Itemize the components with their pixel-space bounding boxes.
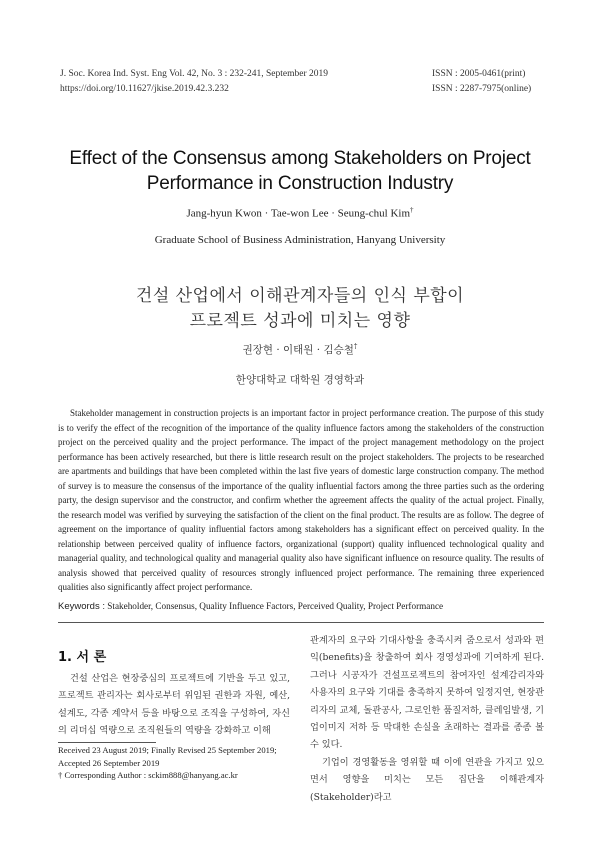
right-column-paragraph-1: 관계자의 요구와 기대사항을 충족시켜 줌으로서 성과와 편익(benefits)을 창출하여 회사 경영성과에 기여하게 된다. 그러나 시공자가 건설프로젝트의 참여자인 설계감리자와 사용자의 요구와 기대를 충족하지 못하여 일정지연, 현장관리자의 교체, 돌관공사, 그로인한 품질저하, 클레임발생, 기업이미지 저하 등 막대한 손실을 초래하는 결과를 종종 볼 수 있다. bbox=[310, 635, 544, 751]
right-column bbox=[310, 632, 544, 806]
corresponding-mark: † bbox=[410, 206, 414, 214]
journal-header bbox=[60, 67, 328, 97]
affiliation-korean: 한양대학교 대학원 경영학과 bbox=[235, 374, 365, 386]
section-divider bbox=[58, 622, 544, 623]
issn-online: ISSN : 2287-7975(online) bbox=[432, 84, 532, 94]
issn-block bbox=[432, 67, 542, 97]
footnote-divider bbox=[58, 742, 156, 743]
footnote-received: Received 23 August 2019; Finally Revised 25 September 2019; bbox=[58, 745, 277, 755]
authors-korean-names: 권장현 · 이태원 · 김승철 bbox=[242, 344, 354, 356]
corresponding-mark-korean: † bbox=[353, 342, 358, 351]
affiliation-english: Graduate School of Business Administration, Hanyang University bbox=[154, 234, 446, 246]
keywords-label: Keywords : bbox=[58, 601, 105, 612]
footnote-accepted: Accepted 26 September 2019 bbox=[58, 757, 160, 768]
title-korean-line-2: 프로젝트 성과에 미치는 영향 bbox=[189, 311, 411, 331]
title-english-line-2: Performance in Construction Industry bbox=[146, 173, 454, 194]
journal-citation: J. Soc. Korea Ind. Syst. Eng Vol. 42, No. 3 : 232-241, September 2019 bbox=[60, 69, 329, 79]
abstract: Stakeholder management in construction projects is an important factor in project performance creation. The purpose of this study is to verify the effect of the recognition of the importance of the quality influence factors among the stakeholders of the construction project on the perceived quality and the project performance. The impact of the project management methodology on the project performance has been actively researched, but there is little research result on the project stakeholders. The projects to be researched are apartments and buildings that have been completed within the last five years of domestic large construction company. The method of survey is to measure the consensus of the importance of the quality influential factors among the three parties such as the ordering party, the design supervisor and the constructor, and confirm whether the agreement affects the quality of the actual project. Finally, the research model was verified by surveying the satisfaction of the client on the final product. The results are as follow. The degree of agreement on the importance of quality influential factors among stakeholders has a significant effect on perceived quality. In the relationship between perceived quality of influence factors, organizational (support) quality influenced technological quality and managerial quality, and technological quality and managerial quality also have significant influence on resource quality. The results of analysis showed that perceived quality of resources strongly influenced project performance. The remaining three experienced qualities also significantly affect project performance. bbox=[58, 408, 544, 592]
left-column-paragraph: 건설 산업은 현장중심의 프로젝트에 기반을 두고 있고, 프로젝트 관리자는 회사로부터 위임된 권한과 자원, 예산, 설계도, 각종 계약서 등을 바탕으로 조직을 구성하여, 자신의 리더십 역량으로 조직원들의 역량을 강화하고 이해 bbox=[58, 673, 290, 737]
footnote-corresponding: † Corresponding Author : sckim888@hanyang.ac.kr bbox=[58, 770, 238, 780]
title-english bbox=[40, 146, 560, 196]
title-korean bbox=[40, 284, 560, 334]
keywords-list: Stakeholder, Consensus, Quality Influence Factors, Perceived Quality, Project Performance bbox=[107, 601, 444, 611]
authors-english-names: Jang-hyun Kwon · Tae-won Lee · Seung-chul Kim bbox=[186, 207, 411, 220]
left-column bbox=[58, 670, 290, 740]
keywords bbox=[58, 601, 544, 612]
title-korean-line-1: 건설 산업에서 이해관계자들의 인식 부합이 bbox=[135, 286, 465, 306]
doi-link[interactable]: https://doi.org/10.11627/jkise.2019.42.3.232 bbox=[60, 84, 229, 94]
authors-english bbox=[0, 206, 600, 220]
right-column-paragraph-2: 기업이 경영활동을 영위할 때 이에 연관을 가지고 있으면서 영향을 미치는 모든 집단을 이해관계자(Stakeholder)라고 bbox=[310, 756, 544, 803]
footnotes bbox=[58, 744, 298, 782]
issn-print: ISSN : 2005-0461(print) bbox=[432, 69, 526, 79]
authors-korean bbox=[0, 342, 600, 357]
title-english-line-1: Effect of the Consensus among Stakeholders on Project bbox=[69, 148, 531, 169]
section-title-introduction: 1. 서 론 bbox=[58, 650, 107, 665]
